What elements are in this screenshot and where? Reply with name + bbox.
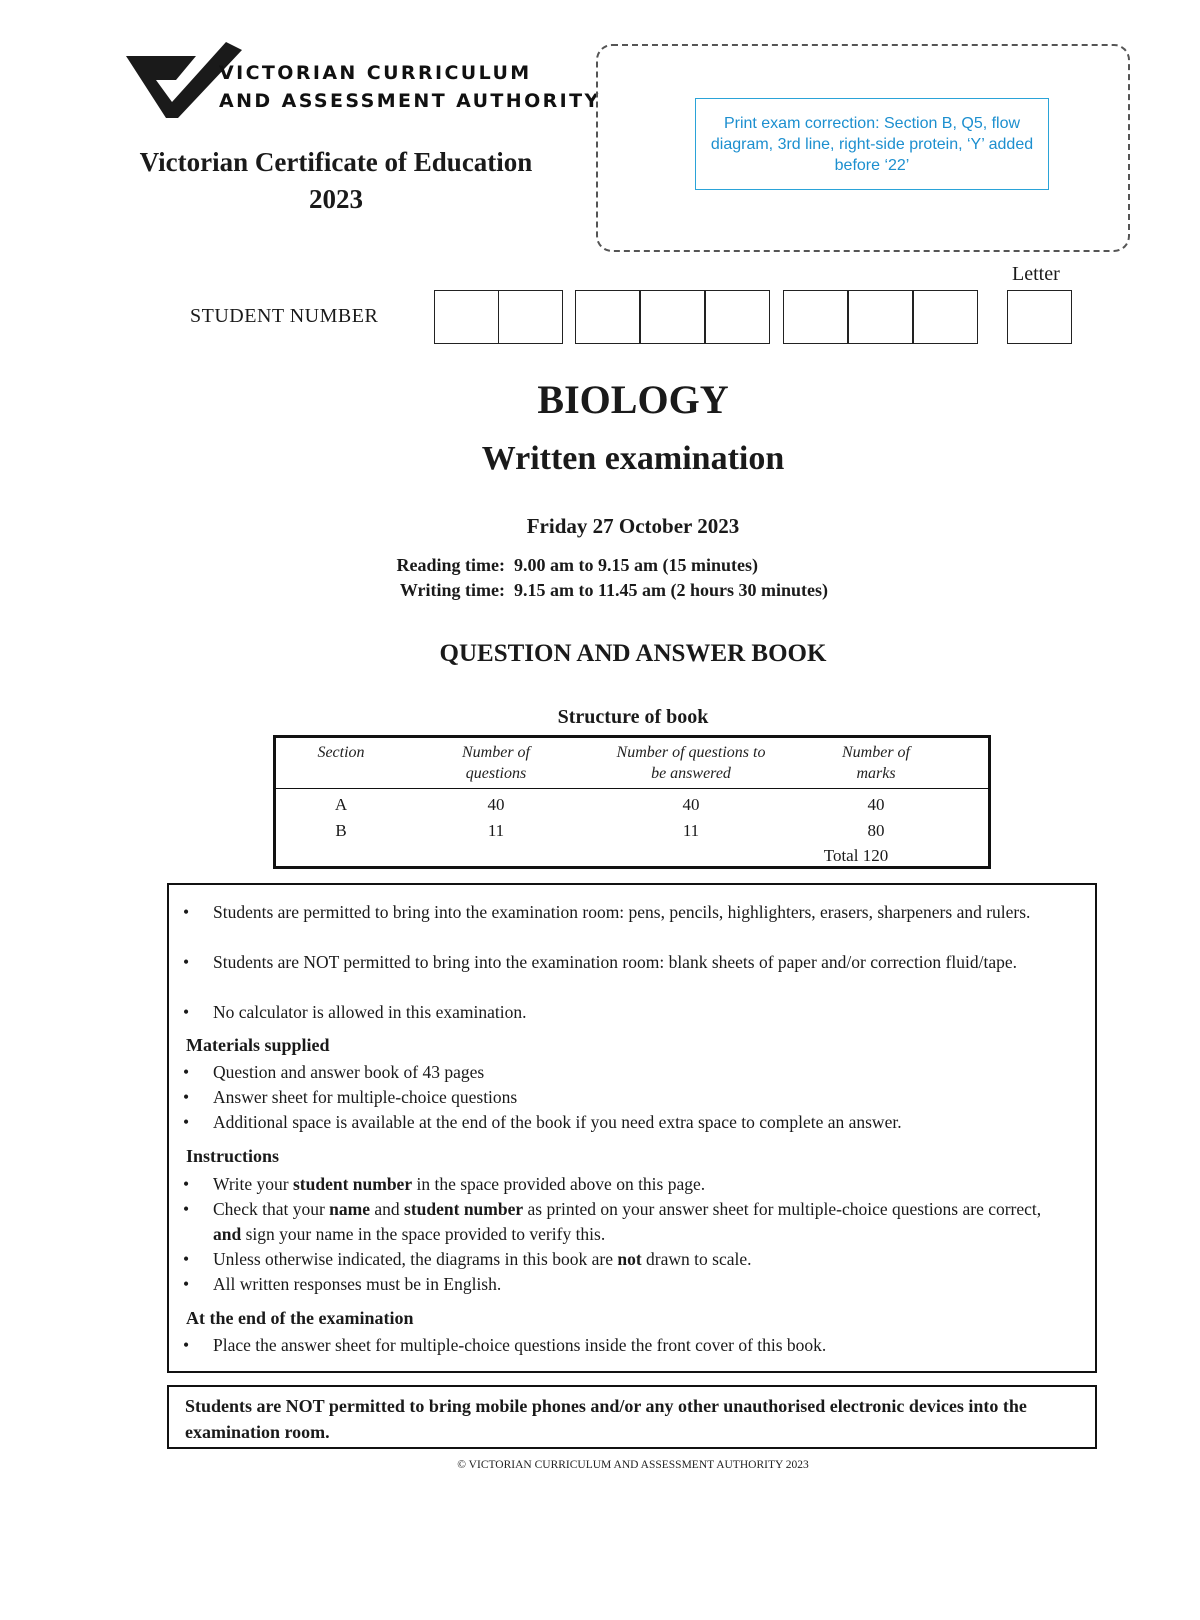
- table-cell: 40: [487, 795, 505, 814]
- list-item: [183, 1110, 1053, 1135]
- book-title: QUESTION AND ANSWER BOOK: [439, 640, 827, 667]
- student-number-digit-box[interactable]: [498, 290, 563, 344]
- copyright: © VICTORIAN CURRICULUM AND ASSESSMENT AUTHORITY 2023: [457, 1459, 809, 1471]
- student-number-label: STUDENT NUMBER: [190, 305, 379, 327]
- list-item: [183, 1060, 1053, 1085]
- bullet-icon: •: [183, 1274, 190, 1294]
- table-cell: 11: [682, 821, 700, 840]
- student-number-digit-box[interactable]: [913, 290, 978, 344]
- list-item-text: All written responses must be in English.: [213, 1274, 502, 1294]
- list-item: [183, 1172, 1053, 1197]
- list-item-text: Place the answer sheet for multiple-choice questions inside the front cover of this book.: [213, 1335, 827, 1355]
- materials-heading: Materials supplied: [186, 1035, 330, 1055]
- table-cell: 11: [487, 821, 505, 840]
- list-item: [183, 900, 1053, 925]
- table-cell: B: [335, 821, 347, 840]
- table-header-marks: Number of marks: [842, 744, 910, 782]
- structure-title: Structure of book: [557, 706, 709, 728]
- list-item-text: Additional space is available at the end of the book if you need extra space to complete an answer.: [213, 1112, 902, 1132]
- table-total: Total 120: [823, 846, 889, 865]
- logo-text-line2: AND ASSESSMENT AUTHORITY: [219, 90, 601, 112]
- exam-date: Friday 27 October 2023: [526, 514, 740, 538]
- subject-title: BIOLOGY: [537, 377, 729, 422]
- instructions-heading: Instructions: [186, 1146, 280, 1166]
- table-header-questions: Number of questions: [462, 744, 530, 782]
- vcaa-logo: [126, 42, 601, 118]
- list-item-text: Write your student number in the space provided above on this page.: [213, 1174, 706, 1194]
- list-item: [183, 1272, 1053, 1297]
- list-item-text: Check that your name and student number as printed on your answer sheet for multiple-choice questions are correct, and sign your name in the space provided to verify this.: [213, 1199, 1042, 1244]
- correction-note: Print exam correction: Section B, Q5, flow diagram, 3rd line, right-side protein, ‘Y’ added before ‘22’: [695, 98, 1049, 190]
- certificate-name: Victorian Certificate of Education: [139, 147, 533, 177]
- list-item: [183, 1000, 1053, 1025]
- writing-time-label: Writing time:: [399, 580, 505, 600]
- list-item-text: No calculator is allowed in this examination.: [213, 1002, 527, 1022]
- certificate-title: [106, 144, 566, 218]
- bullet-icon: •: [183, 1199, 190, 1219]
- writing-time: [370, 580, 828, 601]
- student-number-digit-box[interactable]: [848, 290, 913, 344]
- reading-time-value: 9.00 am to 9.15 am (15 minutes): [514, 555, 758, 575]
- list-item: [183, 950, 1053, 975]
- student-number-digit-box[interactable]: [434, 290, 499, 344]
- reading-time-label: Reading time:: [396, 555, 505, 575]
- list-item-text: Answer sheet for multiple-choice questions: [213, 1087, 518, 1107]
- bullet-icon: •: [183, 1335, 190, 1355]
- table-cell: A: [334, 795, 348, 814]
- phones-notice: Students are NOT permitted to bring mobile phones and/or any other unauthorised electronic devices into the examination room.: [167, 1385, 1097, 1449]
- bullet-icon: •: [183, 1112, 190, 1132]
- bullet-icon: •: [183, 1087, 190, 1107]
- student-number-digit-box[interactable]: [640, 290, 705, 344]
- bullet-icon: •: [183, 1249, 190, 1269]
- table-cell: 40: [682, 795, 700, 814]
- writing-time-value: 9.15 am to 11.45 am (2 hours 30 minutes): [514, 580, 828, 600]
- logo-text-line1: VICTORIAN CURRICULUM: [219, 62, 532, 84]
- reading-time: [370, 555, 758, 576]
- bullet-icon: •: [183, 1062, 190, 1082]
- student-number-digit-box[interactable]: [575, 290, 640, 344]
- list-item-text: Question and answer book of 43 pages: [213, 1062, 485, 1082]
- bullet-icon: •: [183, 952, 190, 972]
- list-item-text: Students are NOT permitted to bring into the examination room: blank sheets of paper and/or correction fluid/tape.: [213, 952, 1017, 972]
- instructions-box: [167, 883, 1097, 1373]
- bullet-icon: •: [183, 902, 190, 922]
- list-item: [183, 1333, 1053, 1358]
- student-letter-box[interactable]: [1007, 290, 1072, 344]
- table-cell: 80: [867, 821, 885, 840]
- bullet-icon: •: [183, 1002, 190, 1022]
- structure-table: [273, 735, 991, 869]
- list-item-text: Students are permitted to bring into the examination room: pens, pencils, highlighters, erasers, sharpeners and rulers.: [213, 902, 1031, 922]
- end-heading: At the end of the examination: [186, 1308, 414, 1328]
- exam-type: Written examination: [481, 440, 785, 477]
- table-cell: 40: [867, 795, 885, 814]
- list-item: [183, 1197, 1053, 1247]
- list-item-text: Unless otherwise indicated, the diagrams in this book are not drawn to scale.: [213, 1249, 752, 1269]
- certificate-year: 2023: [309, 184, 363, 214]
- student-number-digit-box[interactable]: [705, 290, 770, 344]
- list-item: [183, 1085, 1053, 1110]
- student-number-digit-box[interactable]: [783, 290, 848, 344]
- letter-label: Letter: [1012, 263, 1060, 285]
- table-header-rule: [276, 788, 988, 789]
- table-header-answered: Number of questions to be answered: [616, 744, 766, 782]
- list-item: [183, 1247, 1053, 1272]
- table-header-section: Section: [317, 744, 365, 761]
- bullet-icon: •: [183, 1174, 190, 1194]
